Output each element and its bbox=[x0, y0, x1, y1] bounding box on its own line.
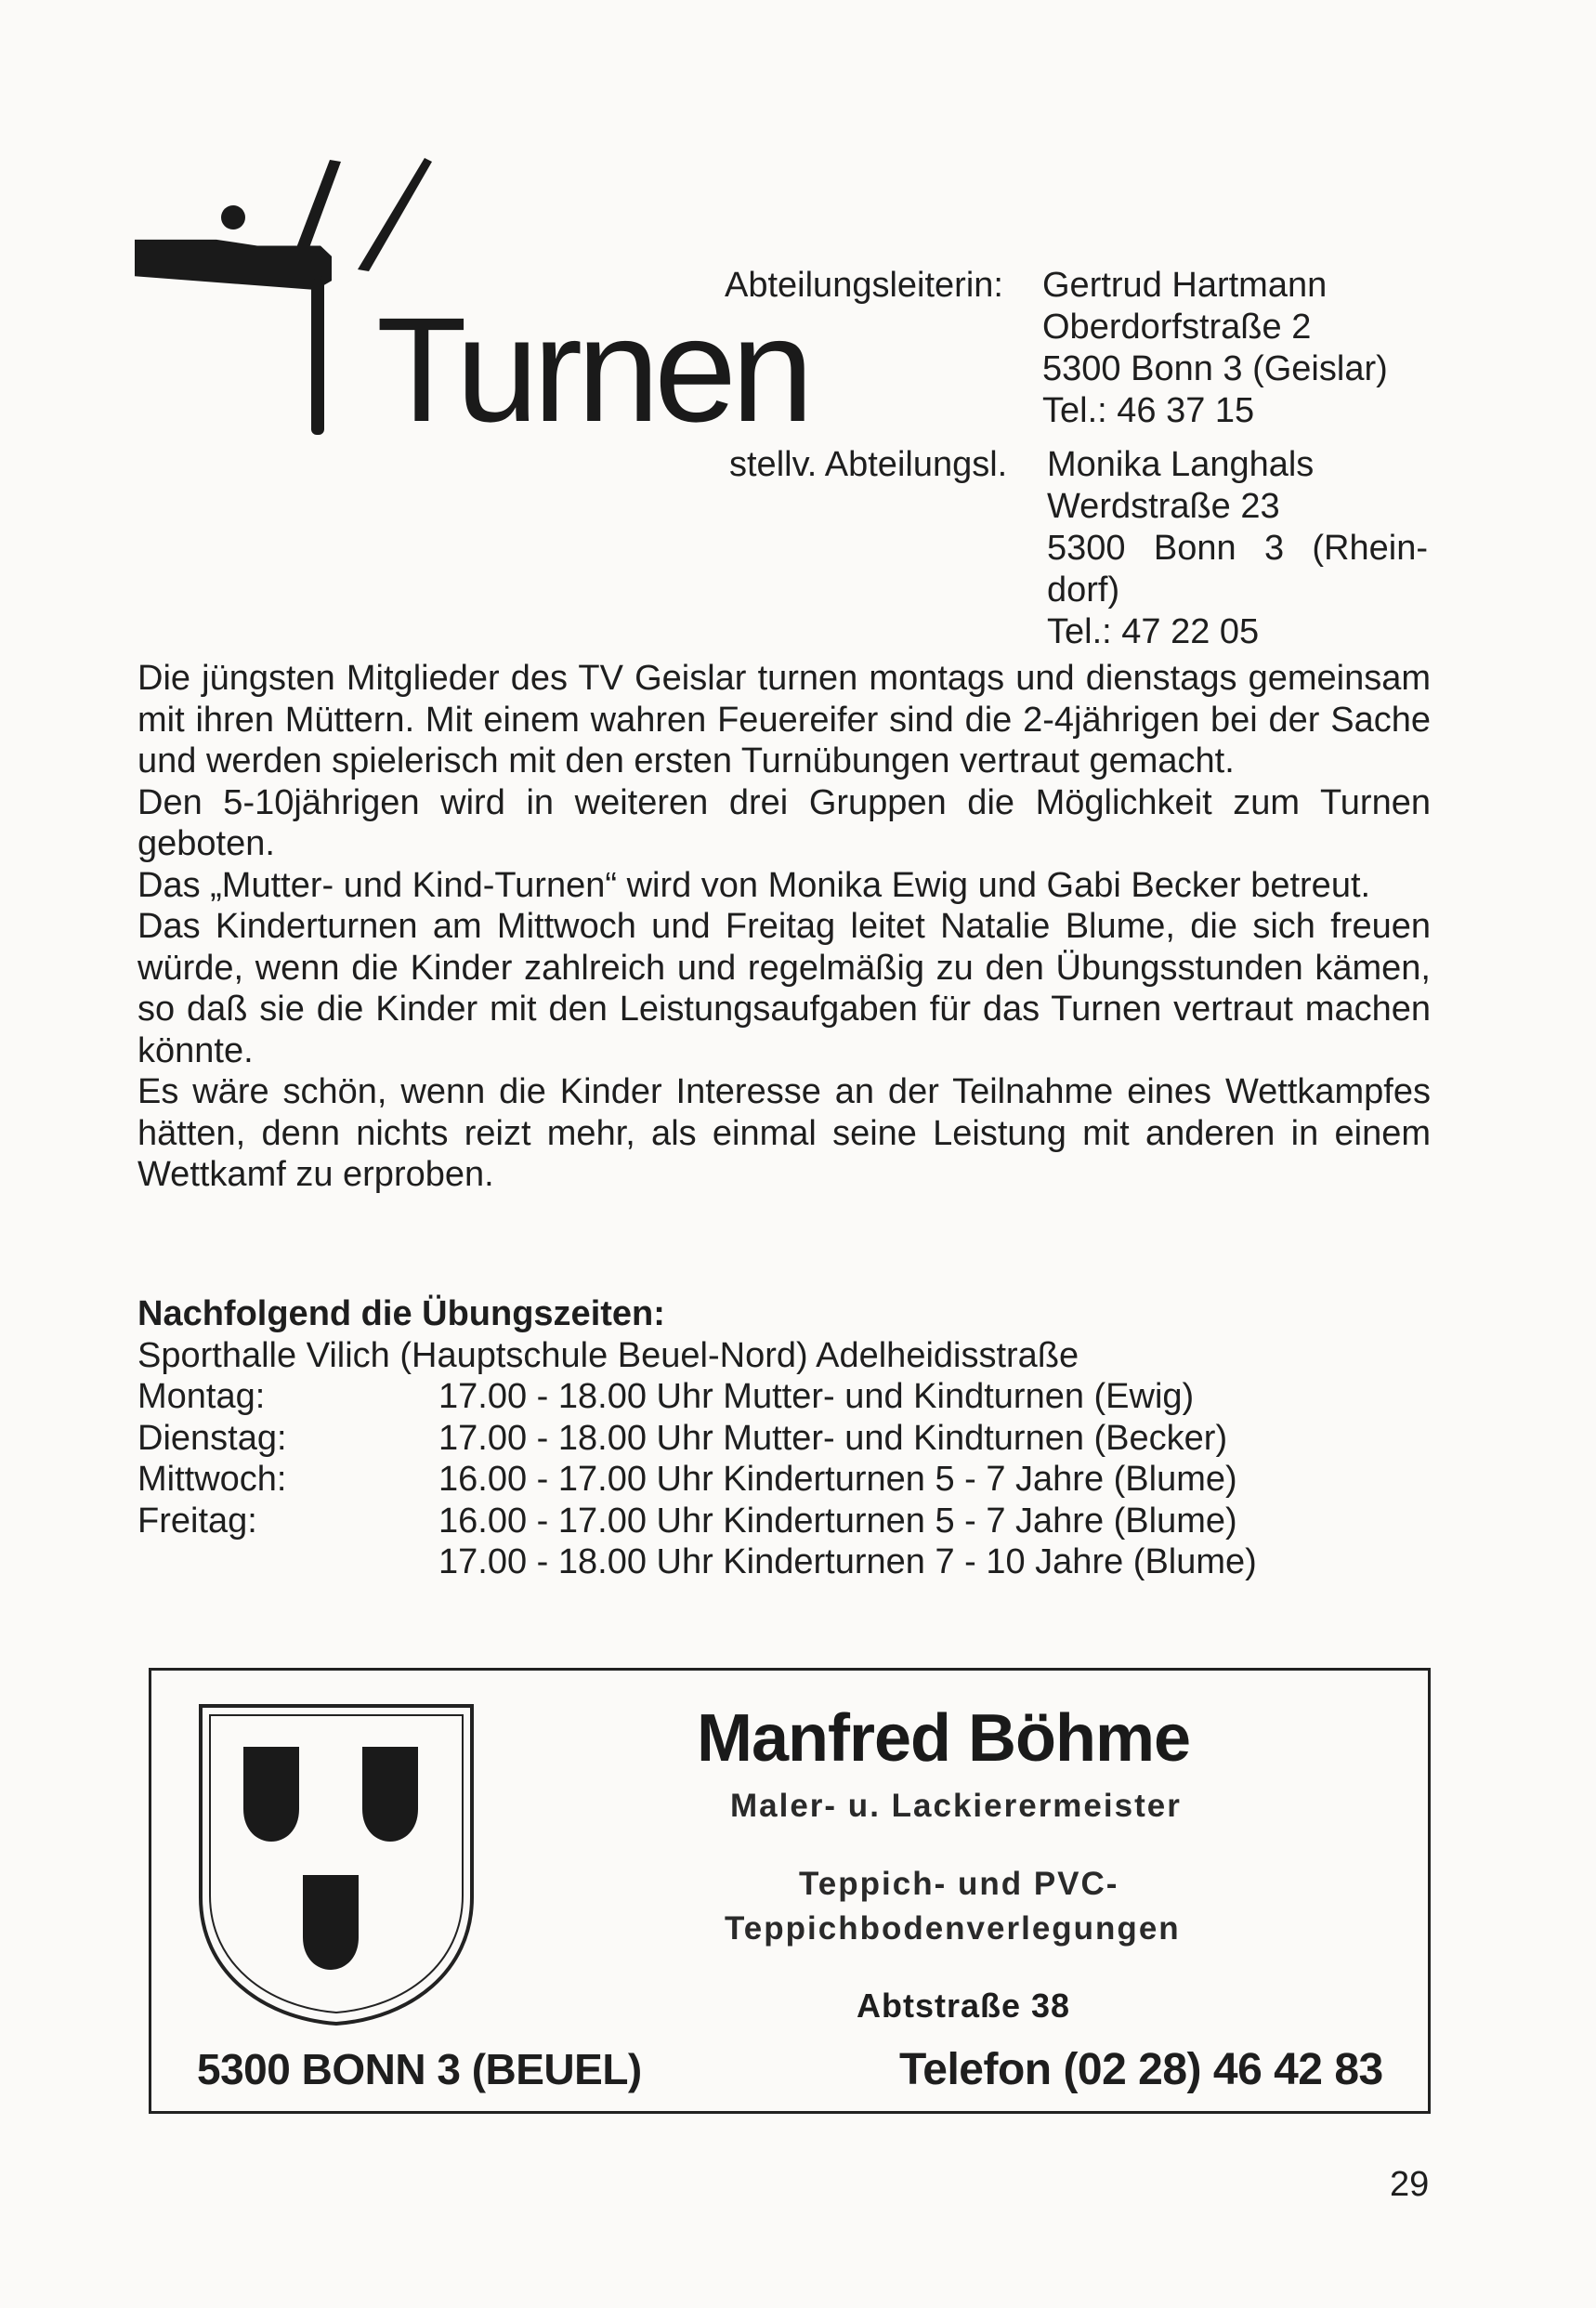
schedule-heading: Nachfolgend die Übungszeiten: bbox=[137, 1294, 665, 1333]
schedule-day bbox=[137, 1541, 438, 1583]
schedule-time: 16.00 - 17.00 Uhr Kinderturnen 5 - 7 Jahre (Blume) bbox=[438, 1460, 1237, 1499]
page-number: 29 bbox=[1390, 2165, 1430, 2204]
schedule-row bbox=[137, 1501, 1257, 1542]
advertiser-city: 5300 BONN 3 (BEUEL) bbox=[197, 2045, 642, 2093]
paragraph: Die jüngsten Mitglieder des TV Geislar turnen montags und dienstags gemeinsam mit ihren Müttern. Mit einem wahren Feuereifer sind die 2-4jährigen bei der Sache und werden spielerisch mit den ersten Turnübungen vertraut gemacht. bbox=[137, 659, 1431, 780]
schedule-time: 17.00 - 18.00 Uhr Kinderturnen 7 - 10 Jahre (Blume) bbox=[438, 1542, 1257, 1581]
deputy-street: Werdstraße 23 bbox=[1047, 487, 1280, 526]
advertiser-services: Teppich- und PVC- bbox=[799, 1866, 1119, 1902]
deputy-label: stellv. Abteilungsl. bbox=[729, 445, 1008, 484]
schedule-row bbox=[137, 1541, 1257, 1583]
schedule-day: Mittwoch: bbox=[137, 1460, 287, 1499]
schedule-day: Freitag: bbox=[137, 1501, 257, 1541]
deputy-contact bbox=[1047, 444, 1428, 653]
leader-name: Gertrud Hartmann bbox=[1042, 266, 1328, 305]
leader-street: Oberdorfstraße 2 bbox=[1042, 308, 1312, 347]
schedule-row bbox=[137, 1459, 1257, 1501]
schedule-time: 16.00 - 17.00 Uhr Kinderturnen 5 - 7 Jahre (Blume) bbox=[438, 1501, 1237, 1541]
advertiser-services: Teppichbodenverlegungen bbox=[725, 1910, 1181, 1947]
leader-contact bbox=[1042, 265, 1388, 432]
leader-phone: Tel.: 46 37 15 bbox=[1042, 391, 1255, 430]
leader-label: Abteilungsleiterin: bbox=[725, 266, 1003, 305]
schedule bbox=[137, 1293, 1257, 1583]
schedule-time: 17.00 - 18.00 Uhr Mutter- und Kindturnen (Becker) bbox=[438, 1418, 1228, 1458]
schedule-row bbox=[137, 1376, 1257, 1418]
paragraph: Den 5-10jährigen wird in weiteren drei Gruppen die Möglichkeit zum Turnen geboten. bbox=[137, 782, 1431, 863]
advertiser-phone: Telefon (02 28) 46 42 83 bbox=[899, 2045, 1383, 2094]
page-title: Turnen bbox=[376, 286, 809, 452]
schedule-time: 17.00 - 18.00 Uhr Mutter- und Kindturnen (Ewig) bbox=[438, 1377, 1195, 1416]
advertiser-name: Manfred Böhme bbox=[697, 1701, 1191, 1776]
deputy-city-line2: dorf) bbox=[1047, 570, 1120, 610]
paragraph: Es wäre schön, wenn die Kinder Interesse an der Teilnahme eines Wettkampfes hätten, denn nichts reizt mehr, als einmal seine Leistung mit anderen in einem Wettkamf zu erproben. bbox=[137, 1072, 1431, 1194]
schedule-row bbox=[137, 1418, 1257, 1460]
schedule-location: Sporthalle Vilich (Hauptschule Beuel-Nord) Adelheidisstraße bbox=[137, 1335, 1079, 1375]
paragraph: Das Kinderturnen am Mittwoch und Freitag leitet Natalie Blume, die sich freuen würde, wenn die Kinder zahlreich und regelmäßig zu den Übungsstunden kämen, so daß sie die Kinder mit den Leistungsaufgaben für das Turnen vertraut machen könnte. bbox=[137, 907, 1431, 1070]
advertiser-trade: Maler- u. Lackierermeister bbox=[730, 1788, 1182, 1824]
paragraph: Das „Mutter- und Kind-Turnen“ wird von Monika Ewig und Gabi Becker betreut. bbox=[137, 865, 1371, 905]
deputy-name: Monika Langhals bbox=[1047, 445, 1315, 484]
deputy-phone: Tel.: 47 22 05 bbox=[1047, 612, 1260, 651]
leader-city: 5300 Bonn 3 (Geislar) bbox=[1042, 349, 1388, 388]
advertiser-street: Abtstraße 38 bbox=[857, 1987, 1071, 2025]
schedule-day: Dienstag: bbox=[137, 1418, 287, 1458]
schedule-day: Montag: bbox=[137, 1377, 266, 1416]
coat-of-arms-shield-icon bbox=[197, 1702, 476, 2027]
deputy-city-line1: 5300 Bonn 3 (Rhein- bbox=[1047, 529, 1428, 568]
article-body bbox=[137, 658, 1431, 1196]
